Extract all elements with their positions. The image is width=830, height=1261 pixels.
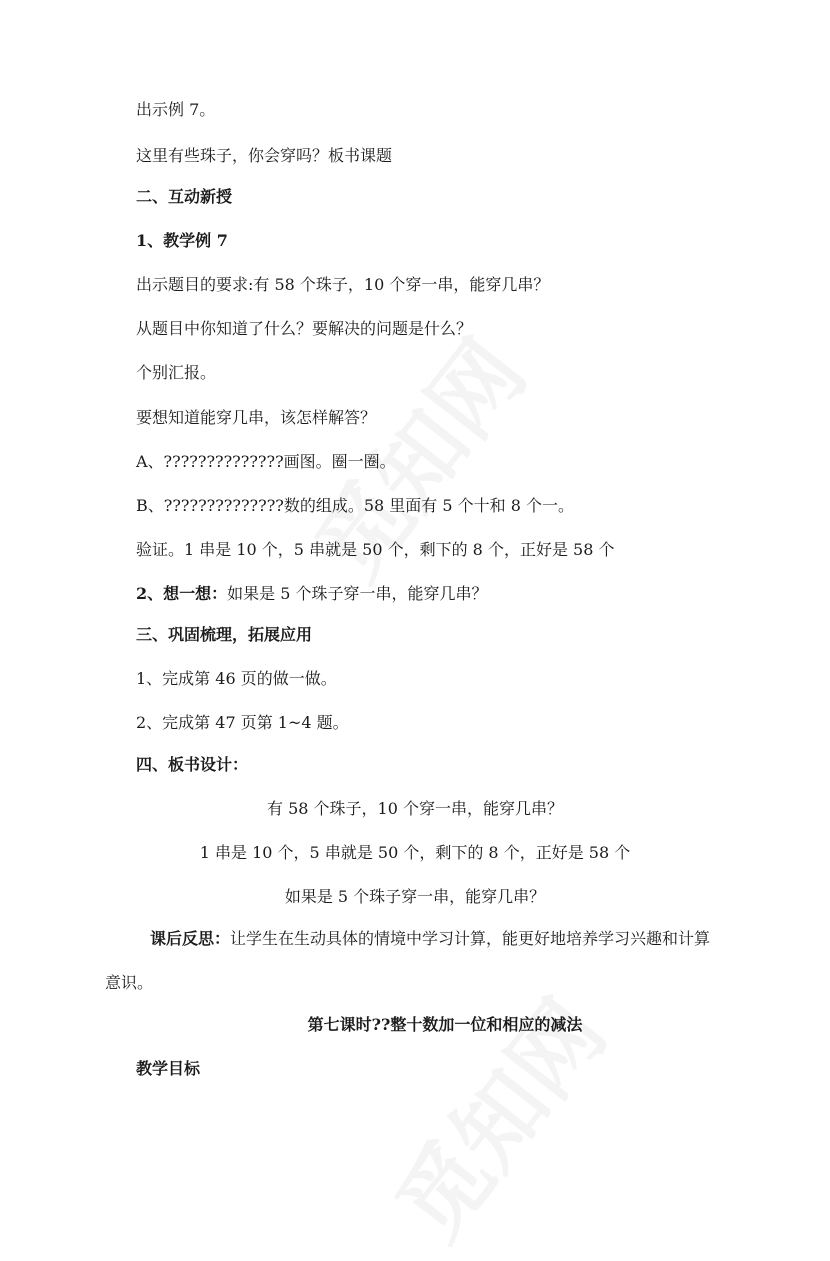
text-line: A、??????????????画图。圈一圈。 xyxy=(136,452,396,471)
text-line: 从题目中你知道了什么？要解决的问题是什么？ xyxy=(136,319,473,338)
objective-heading: 教学目标 xyxy=(136,1059,201,1078)
reflection-text: 让学生在生动具体的情境中学习计算，能更好地培养学习兴趣和计算 xyxy=(230,929,711,948)
text-line: 要想知道能穿几串，该怎样解答？ xyxy=(136,408,377,427)
text-line: 这里有些珠子，你会穿吗？板书课题 xyxy=(136,146,393,165)
board-line: 有 58 个珠子，10 个穿一串，能穿几串？ xyxy=(267,799,563,818)
text-line: 个别汇报。 xyxy=(136,363,217,382)
lesson-title: 第七课时??整十数加一位和相应的减法 xyxy=(307,1015,583,1034)
section-heading: 三、巩固梳理，拓展应用 xyxy=(136,625,313,644)
think-text: 如果是 5 个珠子穿一串，能穿几串？ xyxy=(227,584,488,603)
think-line xyxy=(136,583,488,605)
watermark-bottom xyxy=(361,969,630,1261)
subsection-heading: 1、教学例 7 xyxy=(136,231,228,250)
board-line: 1 串是 10 个，5 串就是 50 个，剩下的 8 个，正好是 58 个 xyxy=(199,843,631,862)
list-item: 2、完成第 47 页第 1~4 题。 xyxy=(136,713,349,732)
text-line: 出示题目的要求:有 58 个珠子，10 个穿一串，能穿几串？ xyxy=(136,275,550,294)
text-line: 出示例 7。 xyxy=(136,100,216,119)
text-line: 验证。1 串是 10 个，5 串就是 50 个，剩下的 8 个，正好是 58 个 xyxy=(136,540,615,559)
reflection-continuation: 意识。 xyxy=(105,973,154,992)
board-line: 如果是 5 个珠子穿一串，能穿几串？ xyxy=(284,887,546,906)
section-heading: 四、板书设计： xyxy=(136,755,249,774)
list-item: 1、完成第 46 页的做一做。 xyxy=(136,669,337,688)
section-heading: 二、互动新授 xyxy=(136,187,233,206)
think-label: 2、想一想： xyxy=(136,584,228,603)
text-line: B、??????????????数的组成。58 里面有 5 个十和 8 个一。 xyxy=(136,496,575,515)
reflection-label: 课后反思： xyxy=(150,929,231,948)
reflection-line xyxy=(150,928,710,950)
